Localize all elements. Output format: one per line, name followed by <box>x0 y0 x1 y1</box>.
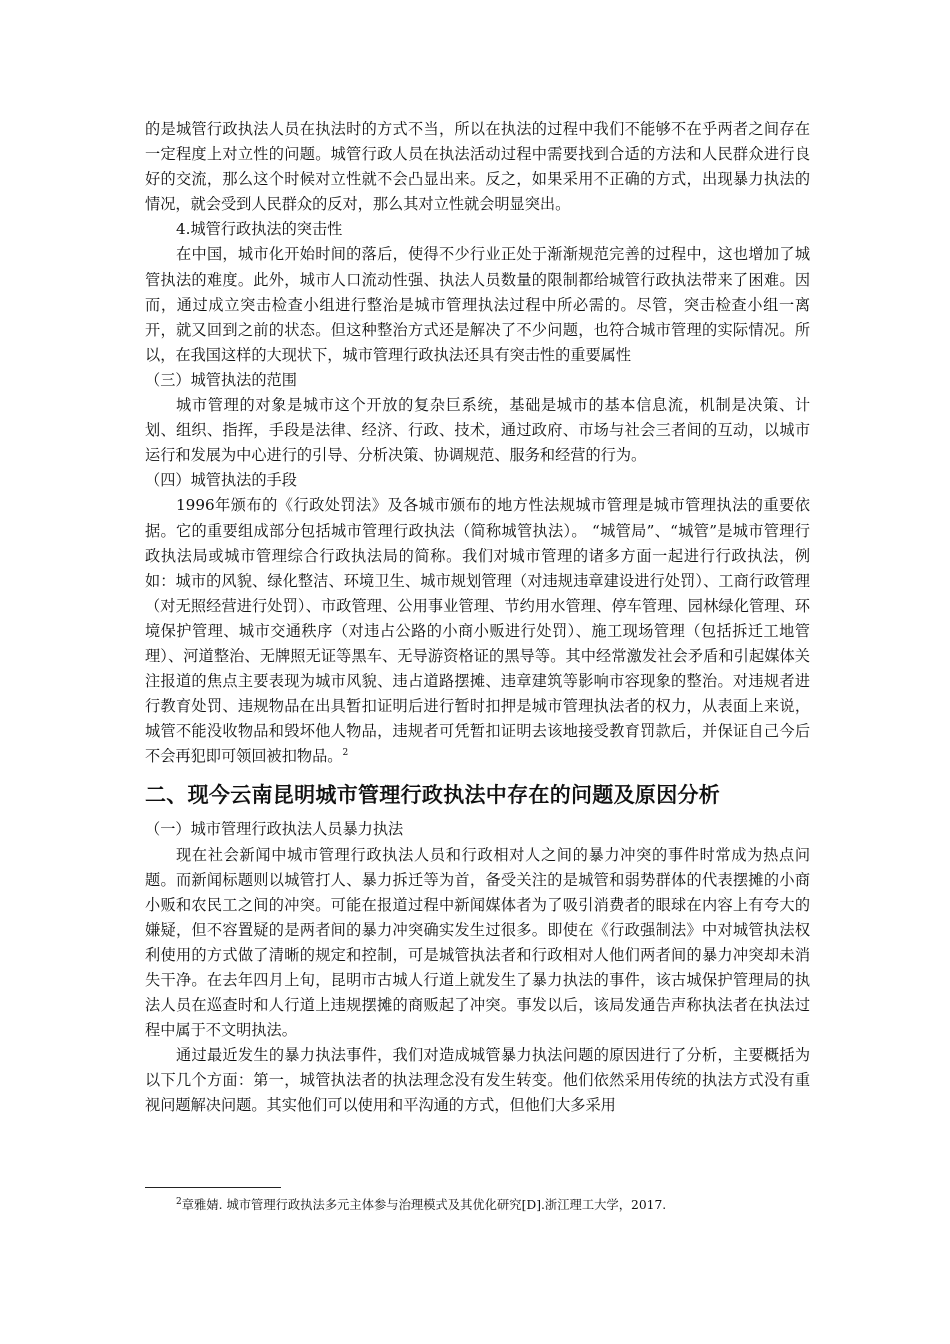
paragraph-text: 1996年颁布的《行政处罚法》及各城市颁布的地方性法规城市管理是城市管理执法的重要依据。它的重要组成部分包括城市管理行政执法（简称城管执法）。 “城管局”、“城管”是城市管理行政执法局或城市管理综合行政执法局的简称。我们对城市管理的诸多方面一起进行行政执法，例如：城市的风貌、绿化整洁、环境卫生、城市规划管理（对违规违章建设进行处罚）、工商行政管理（对无照经营进行处罚）、市政管理、公用事业管理、节约用水管理、停车管理、园林绿化管理、环境保护管理、城市交通秩序（对违占公路的小商小贩进行处罚）、施工现场管理（包括拆迁工地管理）、河道整治、无牌照无证等黑车、无导游资格证的黑导等。其中经常激发社会矛盾和引起媒体关注报道的焦点主要表现为城市风貌、违占道路摆摊、违章建筑等影响市容现象的整治。对违规者进行教育处罚、违规物品在出具暂扣证明后进行暂时扣押是城市管理执法者的权力，从表面上来说，城管不能没收物品和毁坏他人物品，违规者可凭暂扣证明去该地接受教育罚款后，并保证自己今后不会再犯即可领回被扣物品。 <box>145 496 810 766</box>
subsection-heading: 4.城管行政执法的突击性 <box>176 220 343 239</box>
body-paragraph: 现在社会新闻中城市管理行政执法人员和行政相对人之间的暴力冲突的事件时常成为热点问题。而新闻标题则以城管打人、暴力拆迁等为首，备受关注的是城管和弱势群体的代表摆摊的小商小贩和农民工之间的冲突。可能在报道过程中新闻媒体者为了吸引消费者的眼球在内容上有夸大的嫌疑，但不容置疑的是两者间的暴力冲突确实发生过很多。即使在《行政强制法》中对城管执法权利使用的方式做了清晰的规定和控制，可是城管执法者和行政相对人他们两者间的暴力冲突却未消失干净。在去年四月上旬，昆明市古城人行道上就发生了暴力执法的事件，该古城保护管理局的执法人员在巡查时和人行道上违规摆摊的商贩起了冲突。事发以后，该局发通告声称执法者在执法过程中属于不文明执法。 <box>145 845 810 1040</box>
body-paragraph: 的是城管行政执法人员在执法时的方式不当，所以在执法的过程中我们不能够不在乎两者之间存在一定程度上对立性的问题。城管行政人员在执法活动过程中需要找到合适的方法和人民群众进行良好的交流，那么这个时候对立性就不会凸显出来。反之，如果采用不正确的方式，出现暴力执法的情况，就会受到人民群众的反对，那么其对立性就会明显突出。 <box>145 120 810 214</box>
section-heading: （三）城管执法的范围 <box>145 370 297 389</box>
footnote-reference[interactable]: 2 <box>342 748 349 759</box>
body-paragraph: 城市管理的对象是城市这个开放的复杂巨系统，基础是城市的基本信息流，机制是决策、计划、组织、指挥，手段是法律、经济、行政、技术，通过政府、市场与社会三者间的互动，以城市运行和发展为中心进行的引导、分析决策、协调规范、服务和经营的行为。 <box>145 396 810 465</box>
body-paragraph: 在中国，城市化开始时间的落后，使得不少行业正处于渐渐规范完善的过程中，这也增加了城管执法的难度。此外，城市人口流动性强、执法人员数量的限制都给城管行政执法带来了困难。因而，通过成立突击检查小组进行整治是城市管理执法过程中所必需的。尽管，突击检查小组一离开，就又回到之前的状态。但这种整治方式还是解决了不少问题，也符合城市管理的实际情况。所以，在我国这样的大现状下，城市管理行政执法还具有突击性的重要属性 <box>145 245 810 364</box>
page-body <box>145 117 810 1119</box>
footnote-text: 章雅婧. 城市管理行政执法多元主体参与治理模式及其优化研究[D].浙江理工大学，2017. <box>181 1198 667 1212</box>
section-heading: （一）城市管理行政执法人员暴力执法 <box>145 820 404 839</box>
chapter-heading: 二、现今云南昆明城市管理行政执法中存在的问题及原因分析 <box>145 783 721 808</box>
footnote-mark: 2 <box>176 1196 182 1207</box>
section-heading: （四）城管执法的手段 <box>145 471 297 490</box>
body-paragraph <box>145 493 810 769</box>
body-paragraph: 通过最近发生的暴力执法事件，我们对造成城管暴力执法问题的原因进行了分析，主要概括为以下几个方面：第一，城管执法者的执法理念没有发生转变。他们依然采用传统的执法方式没有重视问题解决问题。其实他们可以使用和平沟通的方式，但他们大多采用 <box>145 1046 810 1115</box>
footnote <box>176 1196 816 1214</box>
footnote-separator <box>145 1187 281 1188</box>
